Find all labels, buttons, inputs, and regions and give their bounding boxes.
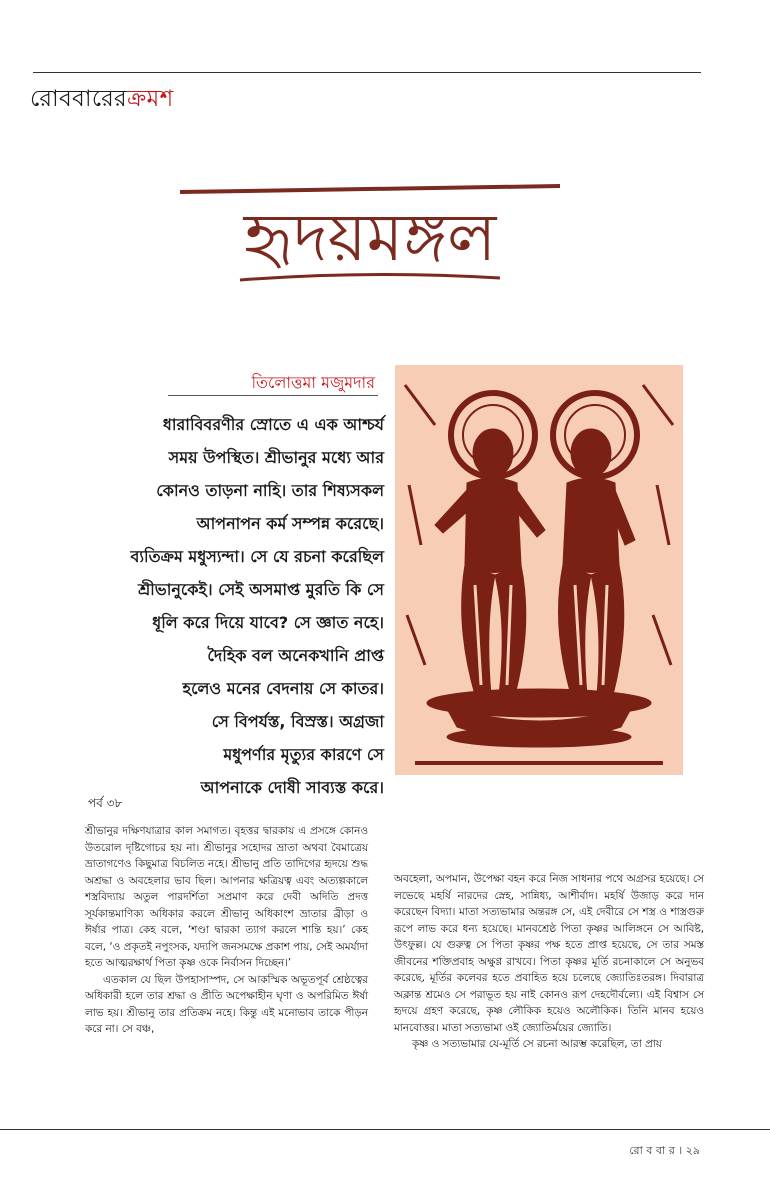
serial-title (170, 178, 570, 288)
body-column-right (394, 871, 704, 1053)
page-number: রো ব বা র । ২৯ (629, 1144, 700, 1157)
chapter-label: পর্ব ৩৮ (88, 796, 123, 810)
intro-line: আপনাকে দোষী সাব্যস্ত করে। (200, 778, 384, 797)
section-highlight: ক্রমশ (126, 86, 174, 112)
intro-paragraph (84, 408, 384, 804)
body-paragraph: অবহেলা, অপমান, উপেক্ষা বহন করে নিজ সাধনার পথে অগ্রসর হয়েছে। সে লভেছে মহর্ষি নারদের স্নেহ, সান্নিধ্য, আশীর্বাদ। মহর্ষি উজাড় করে দান করেছেন বিদ্যা। মাতা সত্যভামার অন্তরঙ্গ সে, এই দেবীরে সে শস্ত্র ও শাস্ত্রগুরু রূপে লাভ করে ধন্য হয়েছে। মানবশ্রেষ্ঠ পিতা কৃষ্ণর আলিঙ্গনে সে আবিষ্ট, উৎফুল্ল। যে গুরুত্ব সে পিতা কৃষ্ণর পক্ষ হতে প্রাপ্ত হয়েছে, সে তার সমস্ত জীবনের শক্তিপ্রবাহ অক্ষুণ্ণ রাখবে। পিতা কৃষ্ণর মূর্তি রচনাকালে সে অনুভব করেছে, মূর্তির কলেবর হতে প্রবাহিত হয়ে চলেছে জ্যোতিঃতরঙ্গ। দিবারাত্র অক্লান্ত শ্রমেও সে পরাভূত হয় নাই কোনও রূপ দেহদৌর্বল্যে। এই বিশ্বাস সে হৃদয়ে গ্রহণ করেছে, কৃষ্ণ লৌকিক হয়েও অলৌকিক। তিনি মানব হয়েও মানবোত্তর। মাতা সত্যভামা ওই জ্যোতির্ময়ের জ্যোতি। (394, 873, 704, 1034)
intro-line: দৈহিক বল অনেকখানি প্রাপ্ত (207, 646, 384, 665)
title-logotype (170, 178, 570, 288)
intro-line: ধারাবিবরণীর স্রোতে এ এক আশ্চর্য (162, 415, 384, 434)
intro-line: শ্রীভানুকেই। সেই অসমাপ্ত মুরতি কি সে (138, 580, 384, 599)
title-text: হৃদয়মঙ্গল (243, 199, 497, 276)
header-rule (33, 72, 701, 73)
intro-line: হলেও মনের বেদনায় সে কাতর। (182, 679, 384, 698)
section-prefix: রোববারের (30, 86, 127, 112)
body-paragraph: শ্রীভানুর দক্ষিণযাত্রার কাল সমাগত। বৃহত্তর দ্বারকায় এ প্রসঙ্গে কোনও উতরোল দৃষ্টিগোচর হয় না। শ্রীভানুর সহোদর ভ্রাতা অথবা বৈমাত্রেয় ভ্রাতাগণেও কিছুমাত্র বিচলিত নহে। শ্রীভানু প্রতি তাদিগের হৃদয়ে শুদ্ধ অশ্রদ্ধা ও অবহেলার ভাব ছিল। আপনার ক্ষত্রিয়ত্ব এবং অত্যল্পকালে শস্ত্রবিদ্যায় অতুল পারদর্শিতা সপ্রমাণ করে দেবী অদিতি প্রদত্ত সূর্যকান্তমাণিক্য অধিকার করলে শ্রীভানু অধিকাংশ ভ্রাতার ব্রীড়া ও ঈর্ষার পাত্র। কেহ বলে, ‘শণ্ডা দ্বারকা ত্যাগ করলে শান্তি হয়।’ কেহ বলে, ‘ও প্রকৃতই নপুংসক, যদ্যপি জনসমক্ষে প্রকাশ পায়, সেই অমর্যাদা হতে আত্মরক্ষার্থ পিতা কৃষ্ণ ওকে নির্বাসন দিচ্ছেন।’ (85, 825, 368, 969)
intro-line: মধুপর্ণার মৃত্যুর কারণে সে (223, 745, 384, 764)
body-column-left (85, 823, 368, 1038)
intro-line: কোনও তাড়না নাহি। তার শিষ্যসকল (156, 481, 384, 500)
intro-line: ব্যতিক্রম মধুস্যন্দা। সে যে রচনা করেছিল (130, 547, 384, 566)
footer-rule (0, 1129, 770, 1130)
krishna-satyabhama-woodcut (395, 365, 683, 775)
author-rule (168, 395, 378, 396)
woodcut-illustration (395, 365, 683, 775)
intro-line: সে বিপর্যস্ত, বিস্রস্ত। অগ্রজা (211, 712, 384, 731)
intro-line: ধূলি করে দিয়ে যাবে? সে জ্ঞাত নহে। (152, 613, 384, 632)
author-name: তিলোত্তমা মজুমদার (251, 373, 375, 392)
body-paragraph: কৃষ্ণ ও সত্যভামার যে-মূর্তি সে রচনা আরম্ভ করেছিল, তা প্রায় (412, 1038, 662, 1050)
body-paragraph: এতকাল যে ছিল উপহাসাস্পদ, সে আকস্মিক অভূতপূর্ব শ্রেষ্ঠত্বের অধিকারী হলে তার শ্রদ্ধা ও প্রীতি অপেক্ষাহীন ঘৃণা ও অপরিমিত ঈর্ষা লাভ হয়। শ্রীভানু তার প্রতিক্রম নহে। কিন্তু এই মনোভাব তাকে পীড়ন করে না। সে বঞ্চ, (85, 973, 368, 1035)
intro-line: আপনাপন কর্ম সম্পন্ন করেছে। (196, 514, 384, 533)
section-header (30, 80, 174, 119)
title-headline-stroke (180, 186, 560, 192)
intro-line: সময় উপস্থিত। শ্রীভানুর মধ্যে আর (168, 448, 384, 467)
